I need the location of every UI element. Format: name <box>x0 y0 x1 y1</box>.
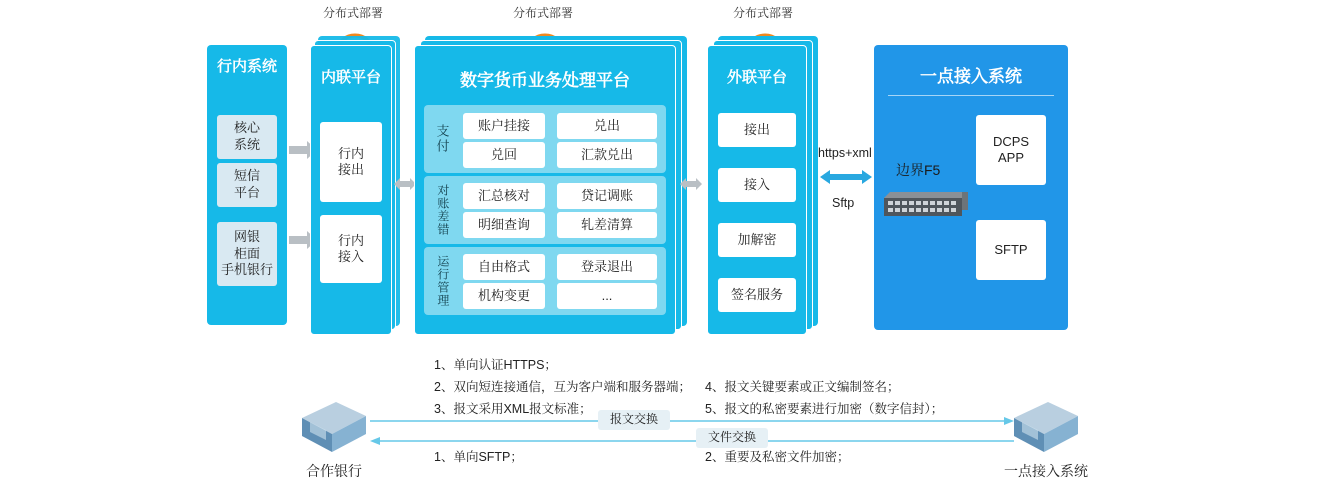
dcep-item-summary-check: 汇总核对 <box>463 183 545 209</box>
dcep-item-detail-query: 明细查询 <box>463 212 545 238</box>
bottom-right-caption: 一点接入系统 <box>1004 463 1088 479</box>
dcep-item-login-logout: 登录退出 <box>557 254 657 280</box>
panel-dcep-title: 数字货币业务处理平台 <box>460 71 630 90</box>
intranet-item-out-line2: 接出 <box>337 162 364 177</box>
dcep-group-payment-label <box>426 112 456 166</box>
extranet-item-in: 接入 <box>718 168 796 202</box>
note-right-5: 5、报文的私密要素进行加密（数字信封）； <box>705 402 944 416</box>
access-item-dcps-line2: APP <box>997 150 1024 165</box>
intranet-item-in-line2: 接入 <box>337 249 364 264</box>
dcep-item-netting-settle: 轧差清算 <box>557 212 657 238</box>
server-icon-right <box>1008 400 1084 456</box>
link-label-sftp: Sftp <box>832 196 855 210</box>
bank-item-core <box>217 115 277 159</box>
intranet-item-in <box>320 215 382 283</box>
badge-file-exchange: 文件交换 <box>696 428 768 448</box>
dcep-item-exchange-back: 兑回 <box>463 142 545 168</box>
access-divider <box>888 95 1054 96</box>
panel-access-system-title: 一点接入系统 <box>920 67 1022 86</box>
dcep-item-credit-adjust: 贷记调账 <box>557 183 657 209</box>
panel-bank-system-title: 行内系统 <box>216 58 277 75</box>
arrow-dcep-to-extranet <box>680 175 702 193</box>
access-item-dcps-app <box>976 115 1046 185</box>
bank-item-sms-line2: 平台 <box>233 185 260 200</box>
bank-item-sms-line1: 短信 <box>233 168 260 184</box>
access-item-dcps-line1: DCPS <box>992 133 1030 149</box>
extranet-item-sign: 签名服务 <box>718 278 796 312</box>
arrow-intranet-to-dcep <box>394 175 416 193</box>
panel-intranet-title: 内联平台 <box>320 69 381 86</box>
extranet-item-crypto: 加解密 <box>718 223 796 257</box>
bank-item-core-line2: 系统 <box>233 137 260 152</box>
top-label-dcep: 分布式部署 <box>512 6 573 20</box>
exchange-line-bottom <box>370 436 1014 446</box>
note-left-3: 3、报文采用XML报文标准； <box>434 402 592 416</box>
note-right-4: 4、报文关键要素或正文编制签名； <box>705 380 900 394</box>
note-left-2: 2、双向短连接通信，互为客户端和服务器端； <box>434 380 691 394</box>
note-bottom-left: 1、单向SFTP； <box>434 450 523 464</box>
extranet-item-out: 接出 <box>718 113 796 147</box>
dcep-group-payment-label-text: 支付 <box>434 124 450 154</box>
top-label-intranet: 分布式部署 <box>322 6 383 20</box>
network-appliance-icon <box>878 188 968 222</box>
badge-message-exchange: 报文交换 <box>598 410 670 430</box>
intranet-item-out-line1: 行内 <box>337 145 364 161</box>
access-item-sftp: SFTP <box>976 220 1046 280</box>
dcep-group-recon-label-text: 对账差错 <box>435 184 450 236</box>
note-bottom-right: 2、重要及私密文件加密； <box>705 450 850 464</box>
bank-item-channels-line2: 柜面 <box>233 245 260 261</box>
intranet-item-in-line1: 行内 <box>337 232 364 248</box>
link-label-https-xml: https+xml <box>818 146 872 160</box>
bank-item-channels-line1: 网银 <box>233 228 260 244</box>
bank-item-core-line1: 核心 <box>233 120 260 136</box>
bank-item-sms <box>217 163 277 207</box>
dcep-group-recon-label <box>426 180 458 240</box>
panel-extranet-title: 外联平台 <box>726 69 787 86</box>
bank-item-channels <box>217 222 277 286</box>
arrow-extranet-to-access <box>820 166 872 188</box>
dcep-item-remit-out: 汇款兑出 <box>557 142 657 168</box>
dcep-item-org-change: 机构变更 <box>463 283 545 309</box>
server-icon-left <box>296 400 372 456</box>
dcep-item-more: ... <box>557 283 657 309</box>
dcep-item-account-link: 账户挂接 <box>463 113 545 139</box>
dcep-item-exchange-out: 兑出 <box>557 113 657 139</box>
intranet-item-out <box>320 122 382 202</box>
dcep-group-ops-label-text: 运行管理 <box>435 255 450 307</box>
note-left-1: 1、单向认证HTTPS； <box>434 358 557 372</box>
dcep-group-ops-label <box>426 251 458 311</box>
dcep-item-free-format: 自由格式 <box>463 254 545 280</box>
exchange-line-top <box>370 416 1014 426</box>
access-edge-label: 边界F5 <box>896 162 941 178</box>
top-label-extranet: 分布式部署 <box>732 6 793 20</box>
bottom-left-caption: 合作银行 <box>306 463 362 479</box>
bank-item-channels-line3: 手机银行 <box>220 262 273 278</box>
